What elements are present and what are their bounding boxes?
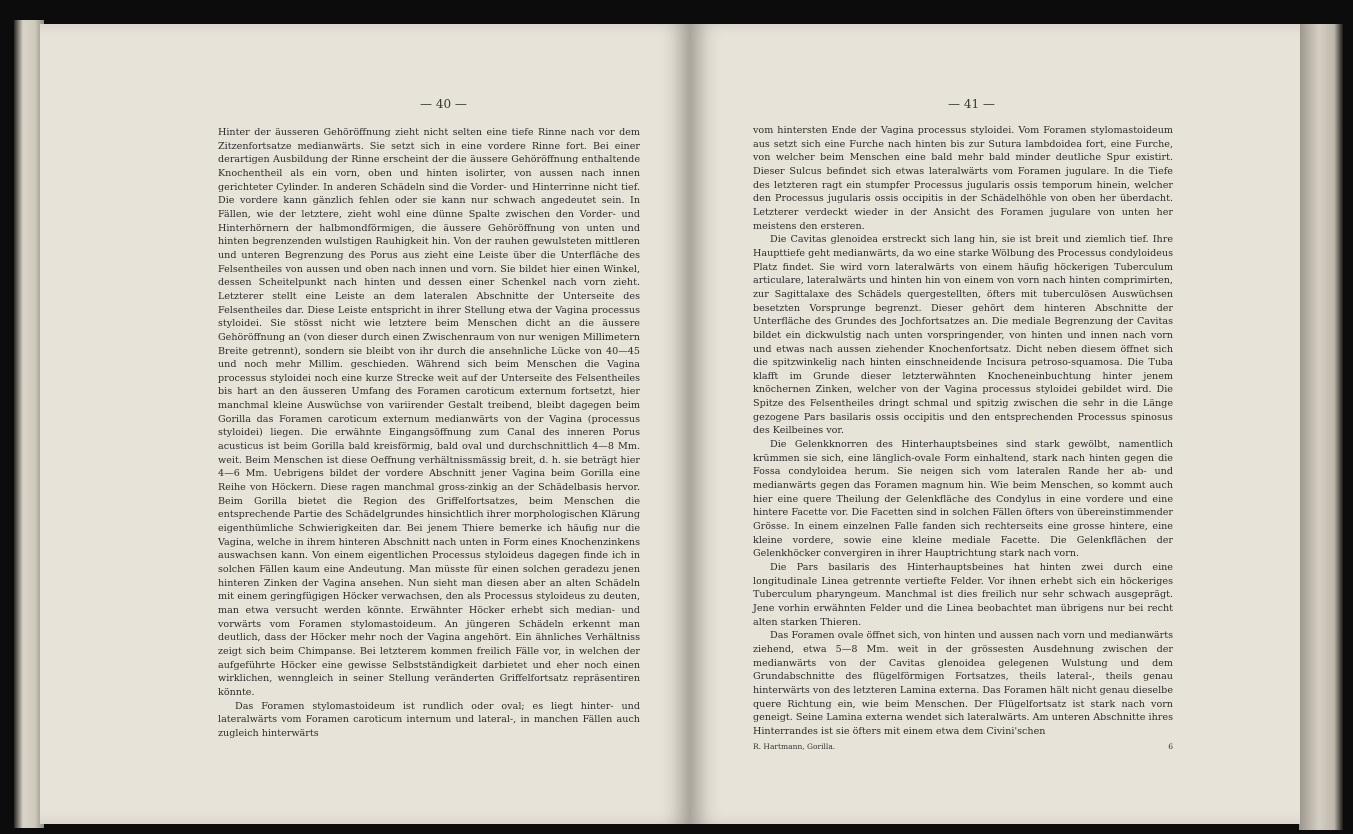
right-paragraph-5: Das Foramen ovale öffnet sich, von hinten und aussen nach vorn und medianwärts ziehend, etwa 5—8 Mm. weit in der grössesten Ausdehnung zwischen der medianwärts von der Cavitas glenoidea gelegenen Wulstung und dem Grundabschnitte des flügelförmigen Fortsatzes, theils lateral-, theils genau hinterwärts von des letzteren Lamina externa. Das Foramen hält nicht genau dieselbe quere Richtung ein, wie beim Menschen. Der Flügelfortsatz ist stark nach vorn geneigt. Seine Lamina externa wendet sich lateralwärts. Am unteren Abschnitte ihres Hinterrandes ist sie öfters mit einem etwa dem Civini'schen — [753, 630, 1173, 737]
right-page-text — [753, 124, 1173, 739]
left-page — [40, 24, 690, 824]
book-edge-right — [1299, 24, 1343, 830]
footer-author: R. Hartmann, Gorilla. — [753, 742, 836, 751]
right-paragraph-4: Die Pars basilaris des Hinterhauptsbeines hat hinten zwei durch eine longitudinale Linea getrennte vertiefte Felder. Vor ihnen erhebt sich ein höckeriges Tuberculum pharyngeum. Manchmal ist dies freilich nur sehr schwach ausgeprägt. Jene vorhin erwähnten Felder und die Linea beobachtet man übrigens nur bei recht alten starken Thieren. — [753, 562, 1173, 628]
left-page-number: — 40 — — [420, 97, 467, 111]
left-page-text — [218, 126, 640, 741]
left-paragraph-2: Das Foramen stylomastoideum ist rundlich oder oval; es liegt hinter- und lateralwärts vom Foramen caroticum internum und lateral-, in manchen Fällen auch zugleich hinterwärts — [218, 700, 640, 739]
footer-signature: 6 — [1168, 742, 1173, 751]
left-paragraph-1: Hinter der äusseren Gehöröffnung zieht nicht selten eine tiefe Rinne nach vor dem Zitzenfortsatze medianwärts. Sie setzt sich in eine vordere Rinne fort. Bei einer derartigen Ausbildung der Rinne erscheint der die äussere Gehöröffnung enthaltende Knochentheil als ein vorn, oben und hinten isolirter, von aussen nach innen gerichteter Cylinder. In anderen Schädeln sind die Vorder- und Hinterrinne nicht tief. Die vordere kann gänzlich fehlen oder sie kann nur schwach angedeutet sein. In Fällen, wie der letztere, zieht wohl eine dünne Spalte zwischen den Vorder- und Hinterhörnern der halbmondförmigen, die äussere Gehöröffnung von unten und hinten begrenzenden wulstigen Rauhigkeit hin. Von der rauhen gewulsteten mittleren und unteren Begrenzung des Porus aus zieht eine Leiste über die Unterfläche des Felsentheiles von aussen und oben nach innen und vorn. Sie bildet hier einen Winkel, dessen Scheitelpunkt nach hinten und dessen einer Schenkel nach vorn zieht. Letzterer stellt eine Leiste an dem lateralen Abschnitte der Unterseite des Felsentheiles dar. Diese Leiste entspricht in ihrer Stellung etwa der Vagina processus styloidei. Sie stösst nicht wie letztere beim Menschen dicht an die äussere Gehöröffnung an (von dieser durch einen Zwischenraum von nur wenigen Millimetern Breite getrennt), sondern sie bleibt von ihr durch die ansehnliche Lücke von 40—45 und noch mehr Millim. geschieden. Während sich beim Menschen die Vagina processus styloidei noch eine kurze Strecke weit auf der Unterseite des Felsentheiles bis hart an den äusseren Umfang des Foramen caroticum externum fortsetzt, hier manchmal kleine Auswüchse von variirender Gestalt treibend, bleibt dagegen beim Gorilla das Foramen caroticum externum medianwärts von der Vagina (processus styloidei) liegen. Die erwähnte Eingangsöffnung zum Canal des inneren Porus acusticus ist beim Gorilla bald kreisförmig, bald oval und durchschnittlich 4—8 Mm. weit. Beim Menschen ist diese Oeffnung verhältnissmässig breit, d. h. sie beträgt hier 4—6 Mm. Uebrigens bildet der vordere Abschnitt jener Vagina beim Gorilla eine Reihe von Höckern. Diese ragen manchmal gross-zinkig an der Schädelbasis hervor. Beim Gorilla bietet die Region des Griffelfortsatzes, beim Menschen die entsprechende Partie des Schädelgrundes hinsichtlich ihrer morphologischen Klärung eigenthümliche Schwierigkeiten dar. Bei jenem Thiere bemerke ich häufig nur die Vagina, welche in ihrem hinteren Abschnitt nach unten in Form eines Knochenzinkens auswachsen kann. Von einem eigentlichen Processus styloideus dagegen finde ich in solchen Fällen kaum eine Andeutung. Man müsste für einen solchen geradezu jenen hinteren Zinken der Vagina ansehen. Nun sieht man diesen aber an alten Schädeln mit einem geringfügigen Höcker verwachsen, den als Processus styloideus zu deuten, man etwa versucht werden könnte. Erwähnter Höcker erhebt sich median- und vorwärts vom Foramen stylomastoideum. An jüngeren Schädeln erkennt man deutlich, dass der Höcker mehr noch der Vagina angehört. Ein ähnliches Verhältniss zeigt sich beim Chimpanse. Bei letzterem kommen freilich Fälle vor, in welchen der aufgeführte Höcker eine gewisse Selbstständigkeit darbietet und eher noch einen wirklichen, wenngleich in seiner Stellung veränderten Griffelfortsatz repräsentiren könnte. — [218, 127, 640, 698]
right-page-number: — 41 — — [948, 97, 995, 111]
page-footer — [753, 742, 1173, 751]
right-paragraph-1: vom hintersten Ende der Vagina processus styloidei. Vom Foramen stylomastoideum aus setzt sich eine Furche nach hinten bis zur Sutura lambdoidea fort, eine Furche, von welcher beim Menschen eine bald mehr bald minder deutliche Spur existirt. Dieser Sulcus befindet sich etwas lateralwärts vom Foramen jugulare. In die Tiefe des letzteren ragt ein stumpfer Processus jugularis ossis temporum hinein, welcher den Processus jugularis ossis occipitis in der Schädelhöhle von oben her überdacht. Letzterer verdeckt wieder in der Ansicht des Foramen jugulare von unten her meistens den ersteren. — [753, 125, 1173, 232]
right-paragraph-3: Die Gelenkknorren des Hinterhauptsbeines sind stark gewölbt, namentlich krümmen sie sich, eine länglich-ovale Form einhaltend, stark nach hinten gegen die Fossa condyloidea herum. Sie neigen sich vom lateralen Rande her ab- und medianwärts gegen das Foramen magnum hin. Wie beim Menschen, so kommt auch hier eine quere Theilung der Gelenkfläche des Condylus in eine vordere und eine hintere Facette vor. Die Facetten sind in solchen Fällen öfters von übereinstimmender Grösse. In einem einzelnen Falle fanden sich rechterseits eine grosse hintere, eine kleine vordere, sowie eine kleine mediale Facette. Die Gelenkflächen der Gelenkhöcker convergiren in ihrer Hauptrichtung stark nach vorn. — [753, 439, 1173, 560]
right-page — [690, 24, 1300, 824]
right-paragraph-2: Die Cavitas glenoidea erstreckt sich lang hin, sie ist breit und ziemlich tief. Ihre Haupttiefe geht medianwärts, da wo eine starke Wölbung des Processus condyloideus Platz findet. Sie wird vorn lateralwärts von einem häufig höckerigen Tuberculum articulare, lateralwärts und hinten hin von einem von vorn nach hinten comprimirten, zur Sagittalaxe des Schädels quergestellten, öfters mit tuberculösen Auswüchsen besetzten Vorsprunge begrenzt. Dieser gehört dem hinteren Abschnitte der Unterfläche des Grundes des Jochfortsatzes an. Die mediale Begrenzung der Cavitas bildet ein dickwulstig nach unten vorspringender, von hinten und innen nach vorn und etwas nach aussen ziehender Knochenfortsatz. Dicht neben diesem öffnet sich die spitzwinkelig nach hinten einschneidende Incisura petroso-squamosa. Die Tuba klafft im Grunde dieser letzterwähnten Knocheneinbuchtung hinter jenem knöchernen Zinken, welcher von der Vagina processus styloidei gebildet wird. Die Spitze des Felsentheiles dringt schmal und spitzig zwischen die sehr in die Länge gezogene Pars basilaris ossis occipitis und den entsprechenden Processus spinosus des Keilbeines vor. — [753, 234, 1173, 437]
